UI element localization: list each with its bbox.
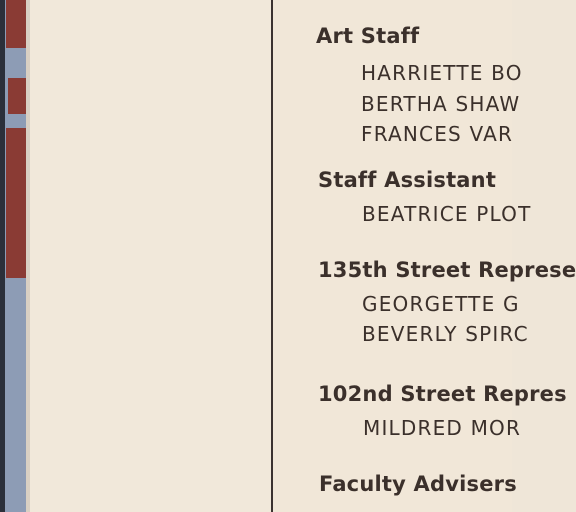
staff-name: HARRIETTE BO	[361, 61, 523, 85]
staff-name: GEORGETTE G	[362, 292, 520, 316]
cover-art-fragment	[6, 0, 26, 48]
section-heading-135th-street: 135th Street Represe	[318, 258, 576, 282]
staff-name: BEVERLY SPIRC	[362, 322, 529, 346]
cover-art-fragment	[8, 78, 26, 114]
section-heading-art-staff: Art Staff	[316, 24, 420, 48]
section-heading-staff-assistant: Staff Assistant	[318, 168, 497, 192]
staff-name: FRANCES VAR	[361, 122, 514, 146]
section-heading-faculty-advisers: Faculty Advisers	[319, 472, 517, 496]
staff-name: MILDRED MOR	[363, 416, 522, 440]
left-page-blank	[30, 0, 272, 512]
staff-name: BERTHA SHAW	[361, 92, 521, 116]
cover-edge-shadow	[0, 0, 5, 512]
cover-art-fragment	[6, 128, 28, 278]
staff-name: BEATRICE PLOT	[362, 202, 532, 226]
section-heading-102nd-street: 102nd Street Repres	[318, 382, 567, 406]
